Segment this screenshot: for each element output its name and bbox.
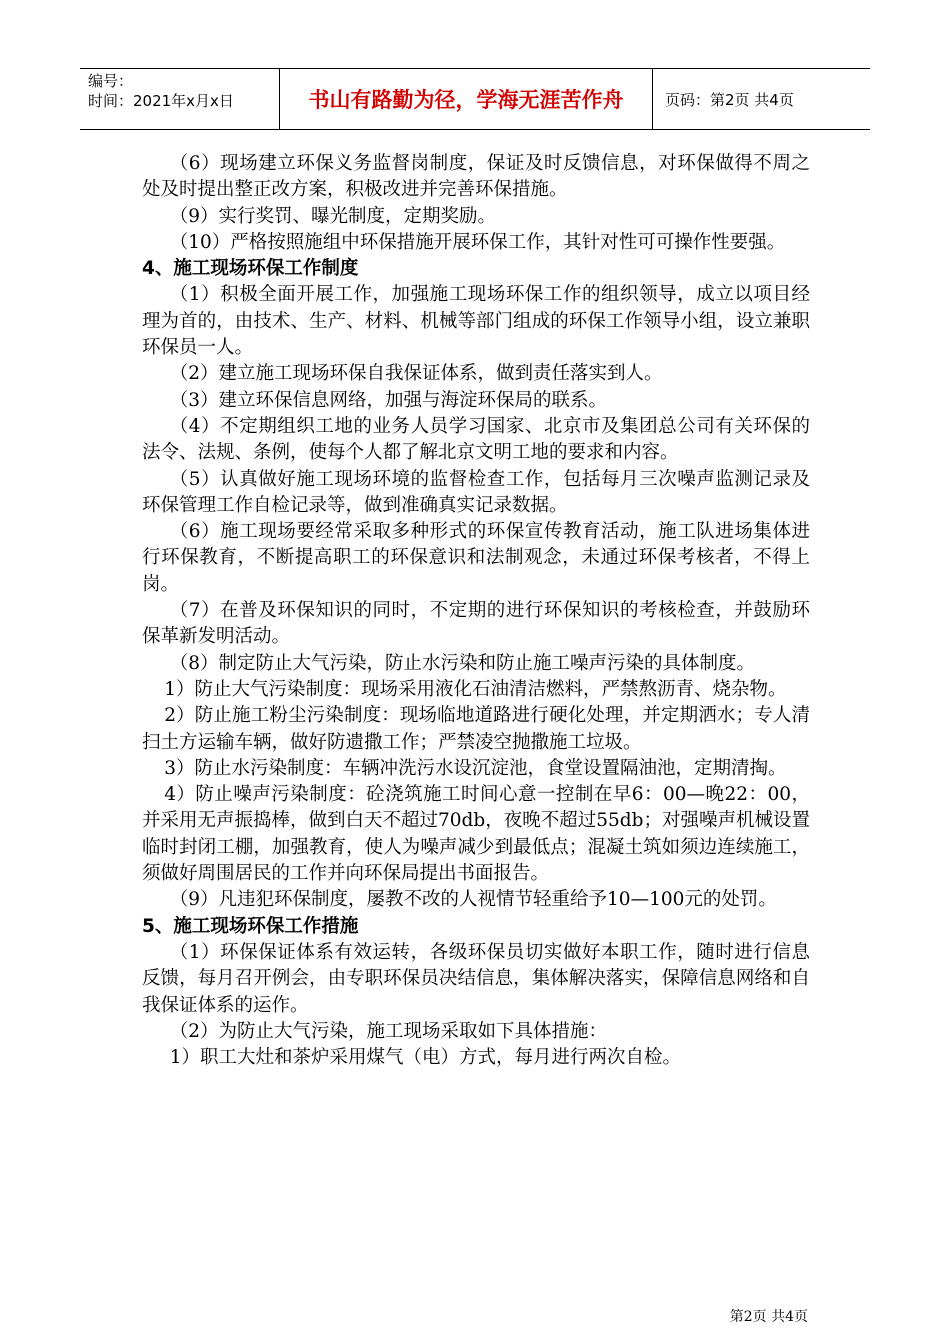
- document-body: [142, 151, 810, 1071]
- paragraph: （5）认真做好施工现场环境的监督检查工作，包括每月三次噪声监测记录及环保管理工作自检记录等，做到准确真实记录数据。: [142, 468, 810, 516]
- paragraph: （9）凡违犯环保制度，屡教不改的人视情节轻重给予10—100元的处罚。: [169, 889, 777, 911]
- paragraph: （4）不定期组织工地的业务人员学习国家、北京市及集团总公司有关环保的法令、法规、条例，使每个人都了解北京文明工地的要求和内容。: [142, 415, 810, 464]
- document-date-label: 时间：2021年x月x日: [88, 92, 234, 110]
- document-number-label: 编号：: [88, 72, 134, 90]
- paragraph: （8）制定防止大气污染，防止水污染和防止施工噪声污染的具体制度。: [169, 652, 756, 674]
- paragraph: （2）为防止大气污染，施工现场采取如下具体措施：: [169, 1020, 608, 1042]
- paragraph: 3）防止水污染制度：车辆冲洗污水设沉淀池，食堂设置隔油池，定期清掏。: [164, 757, 787, 779]
- paragraph: 4）防止噪声污染制度：砼浇筑施工时间心意一控制在早6：00—晚22：00，并采用无声振捣棒，做到白天不超过70db，夜晚不超过55db；对强噪声机械设置临时封闭工棚，加强教育，使人为噪声减少到最低点；混凝土筑如须边连续施工，须做好周围居民的工作并向环保局提出书面报告。: [142, 784, 810, 885]
- paragraph: （1）环保保证体系有效运转，各级环保员切实做好本职工作，随时进行信息反馈，每月召开例会，由专职环保员决结信息，集体解决落实，保障信息网络和自我保证体系的运作。: [142, 941, 810, 1016]
- header-meta: [80, 69, 280, 129]
- paragraph: 1）职工大灶和茶炉采用煤气（电）方式，每月进行两次自检。: [169, 1047, 682, 1069]
- paragraph: （2）建立施工现场环保自我保证体系，做到责任落实到人。: [169, 363, 663, 385]
- paragraph: 1）防止大气污染制度：现场采用液化石油清洁燃料，严禁熬沥青、烧杂物。: [164, 678, 787, 700]
- paragraph: （10）严格按照施组中环保措施开展环保工作，其针对性可可操作性要强。: [169, 231, 786, 253]
- paragraph: （6）现场建立环保义务监督岗制度，保证及时反馈信息，对环保做得不周之处及时提出整正改方案，积极改进并完善环保措施。: [142, 153, 810, 201]
- paragraph: （1）积极全面开展工作，加强施工现场环保工作的组织领导，成立以项目经理为首的，由技术、生产、材料、机械等部门组成的环保工作领导小组，设立兼职环保员一人。: [142, 284, 810, 359]
- section-heading: 4、施工现场环保工作制度: [142, 258, 359, 280]
- paragraph: （3）建立环保信息网络，加强与海淀环保局的联系。: [169, 389, 608, 411]
- paragraph: 2）防止施工粉尘污染制度：现场临地道路进行硬化处理，并定期洒水；专人清扫土方运输车辆，做好防遗撒工作；严禁凌空抛撒施工垃圾。: [142, 705, 810, 753]
- paragraph: （9）实行奖罚、曝光制度，定期奖励。: [169, 205, 497, 227]
- header-page-number: 页码：第2页 共4页: [665, 90, 794, 109]
- paragraph: （6）施工现场要经常采取多种形式的环保宣传教育活动，施工队进场集体进行环保教育，不断提高职工的环保意识和法制观念，未通过环保考核者，不得上岗。: [142, 521, 810, 595]
- page-header: [80, 68, 870, 130]
- header-motto: 书山有路勤为径，学海无涯苦作舟: [280, 69, 653, 129]
- paragraph: （7）在普及环保知识的同时，不定期的进行环保知识的考核检查，并鼓励环保革新发明活动。: [142, 600, 810, 648]
- page-footer: 第2页 共4页: [729, 1309, 808, 1325]
- section-heading: 5、施工现场环保工作措施: [142, 915, 359, 937]
